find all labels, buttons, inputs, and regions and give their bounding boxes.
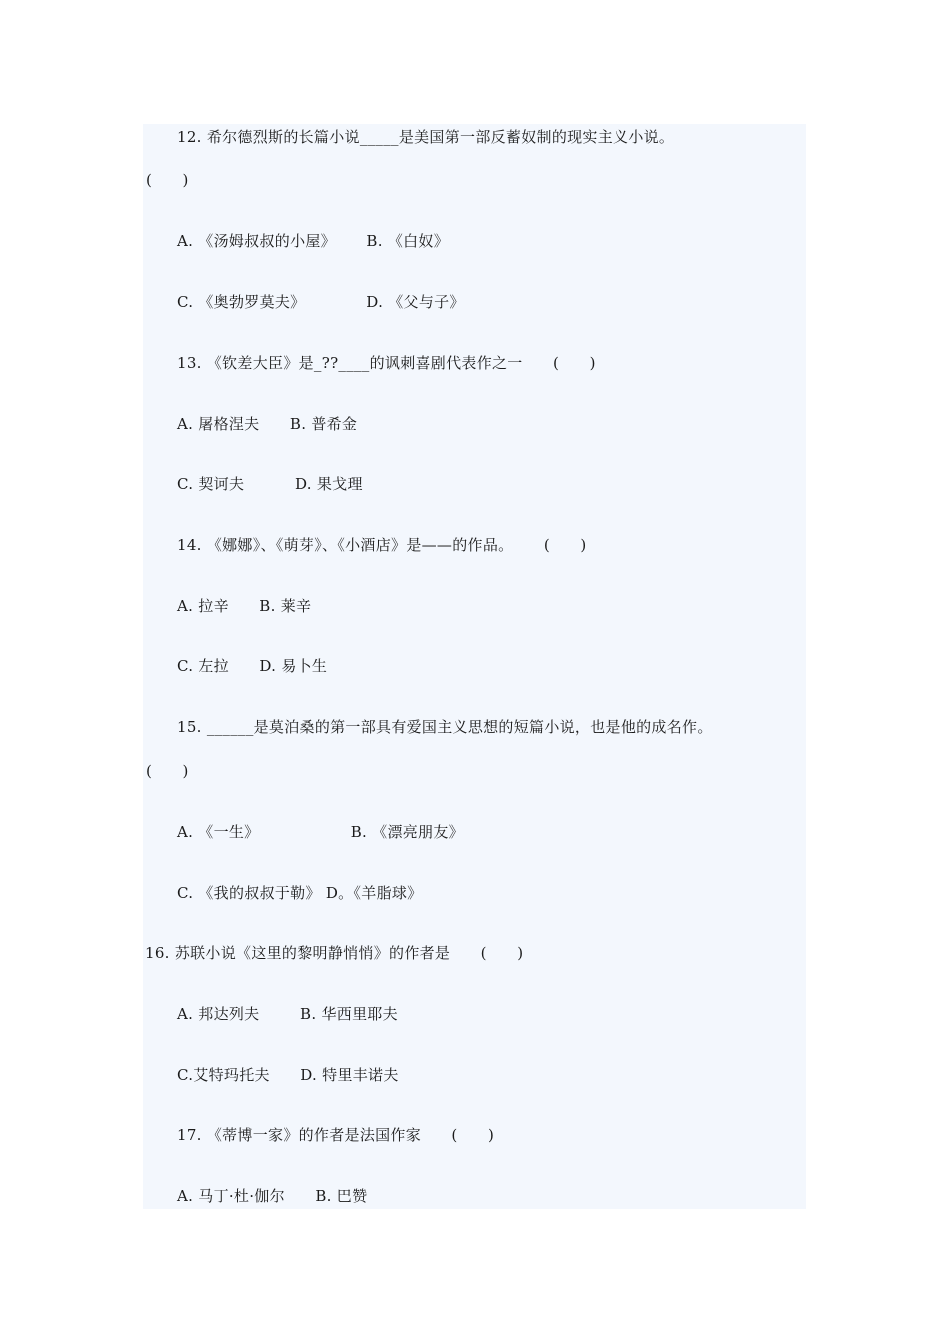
question-12-stem: 12. 希尔德烈斯的长篇小说_____是美国第一部反蓄奴制的现实主义小说。 bbox=[177, 128, 675, 146]
question-12-options-row-2: C. 《奥勃罗莫夫》 D. 《父与子》 bbox=[177, 293, 465, 311]
question-17-stem: 17. 《蒂博一家》的作者是法国作家 ( ) bbox=[177, 1126, 495, 1144]
question-13-stem: 13. 《钦差大臣》是_??____的讽刺喜剧代表作之一 ( ) bbox=[177, 354, 596, 372]
question-13-options-row-2: C. 契诃夫 D. 果戈理 bbox=[177, 475, 363, 493]
question-15-stem: 15. ______是莫泊桑的第一部具有爱国主义思想的短篇小说，也是他的成名作。 bbox=[177, 718, 713, 736]
question-13-options-row-1: A. 屠格涅夫 B. 普希金 bbox=[177, 415, 358, 433]
question-15-options-row-2: C. 《我的叔叔于勒》 D。《羊脂球》 bbox=[177, 884, 423, 902]
question-12-answer-bracket: ( ) bbox=[146, 171, 189, 189]
question-16-stem: 16. 苏联小说《这里的黎明静悄悄》的作者是 ( ) bbox=[145, 944, 524, 962]
question-14-options-row-1: A. 拉辛 B. 莱辛 bbox=[177, 597, 312, 615]
question-15-answer-bracket: ( ) bbox=[146, 762, 189, 780]
question-14-options-row-2: C. 左拉 D. 易卜生 bbox=[177, 657, 328, 675]
question-16-options-row-2: C.艾特玛托夫 D. 特里丰诺夫 bbox=[177, 1066, 399, 1084]
question-12-options-row-1: A. 《汤姆叔叔的小屋》 B. 《白奴》 bbox=[177, 232, 450, 250]
question-15-options-row-1: A. 《一生》 B. 《漂亮朋友》 bbox=[177, 823, 464, 841]
question-14-stem: 14. 《娜娜》、《萌芽》、《小酒店》是——的作品。 ( ) bbox=[177, 536, 587, 554]
question-16-options-row-1: A. 邦达列夫 B. 华西里耶夫 bbox=[177, 1005, 398, 1023]
question-17-options-row-1: A. 马丁·杜·伽尔 B. 巴赞 bbox=[177, 1187, 368, 1205]
